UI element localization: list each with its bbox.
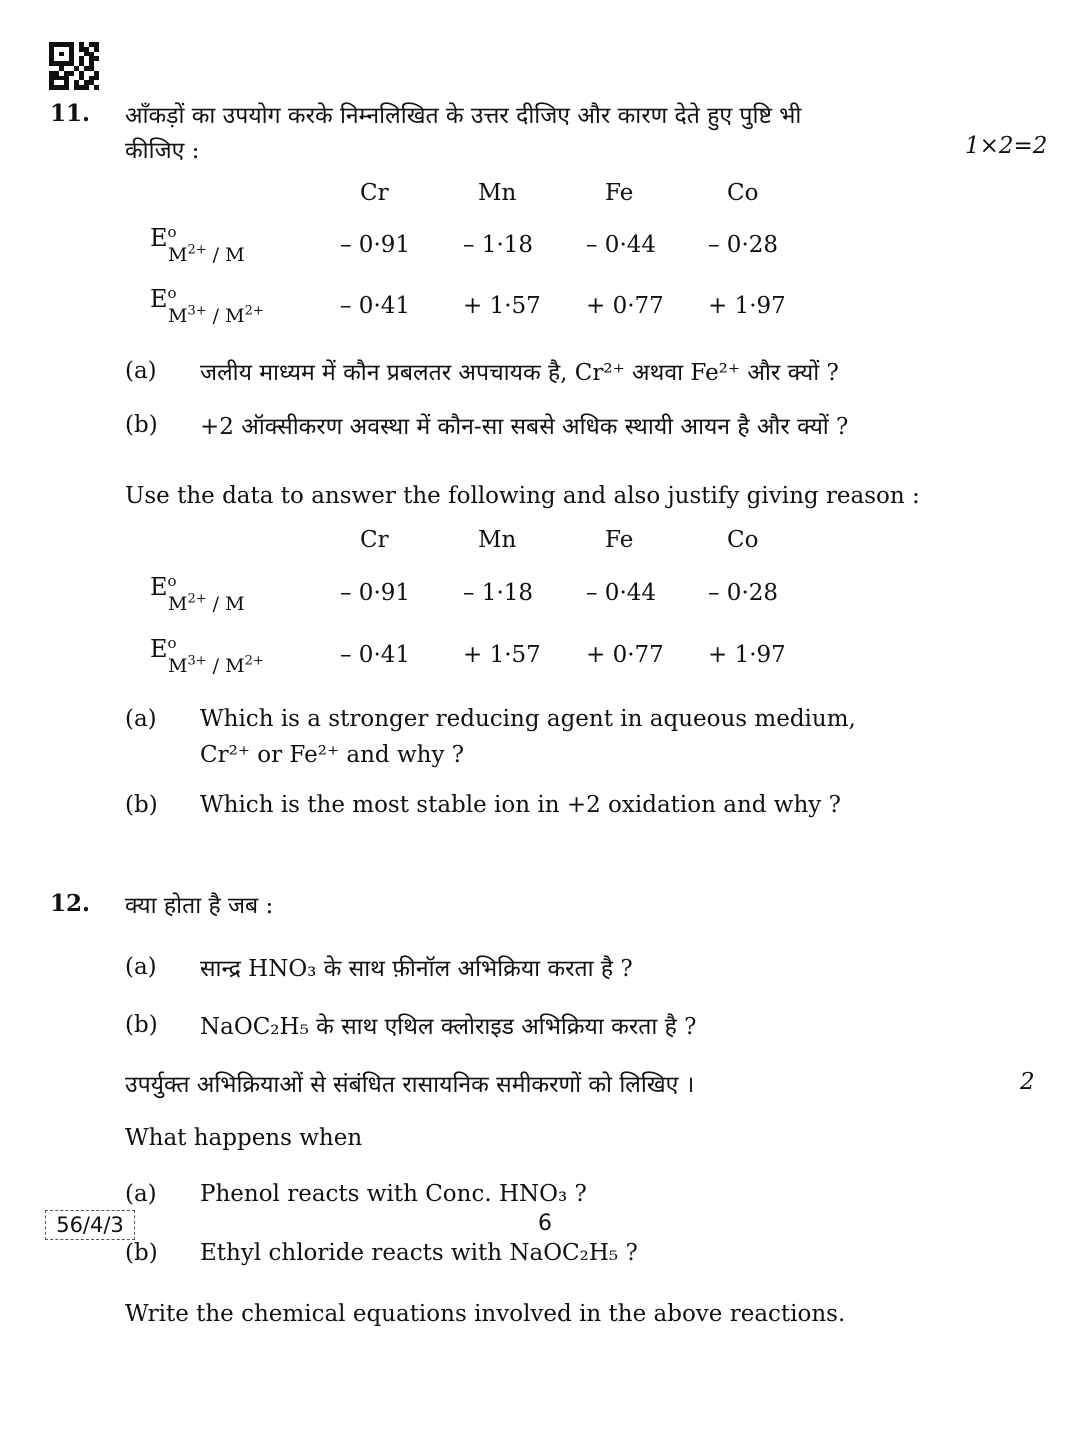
header-fe: Fe: [605, 180, 634, 206]
q11-english-a-label: (a): [125, 706, 157, 732]
q11-marks: 1×2=2: [965, 133, 1048, 159]
header-cr: Cr: [360, 180, 389, 206]
header-cr: Cr: [360, 527, 389, 553]
header-co: Co: [727, 180, 759, 206]
value-co-m3: + 1·97: [708, 293, 786, 319]
q12-hindi-a-text: सान्द्र HNO₃ के साथ फ़ीनॉल अभिक्रिया करता है ?: [200, 956, 633, 982]
value-fe-m3: + 0·77: [586, 642, 664, 668]
value-co-m2: – 0·28: [708, 580, 779, 606]
q12-marks: 2: [1020, 1069, 1035, 1095]
value-mn-m3: + 1·57: [463, 293, 541, 319]
q12-hindi-intro: क्या होता है जब :: [125, 893, 274, 919]
q12-hindi-b-text: NaOC₂H₅ के साथ एथिल क्लोराइड अभिक्रिया करता है ?: [200, 1014, 697, 1040]
header-mn: Mn: [478, 527, 517, 553]
q12-english-outro: Write the chemical equations involved in the above reactions.: [125, 1301, 846, 1327]
q11-hindi-b-label: (b): [125, 412, 158, 438]
q11-english-intro: Use the data to answer the following and also justify giving reason :: [125, 483, 920, 509]
value-cr-m3: – 0·41: [340, 642, 411, 668]
q11-english-a-line2: Cr²⁺ or Fe²⁺ and why ?: [200, 742, 465, 768]
table-row: [0, 580, 1091, 610]
q12-hindi-b-label: (b): [125, 1012, 158, 1038]
value-cr-m2: – 0·91: [340, 580, 411, 606]
table-row: [0, 293, 1091, 323]
e-m3-m2-label: $E^o$ $M^{3+} / M^{2+}$: [150, 284, 264, 327]
header-co: Co: [727, 527, 759, 553]
q12-hindi-a-label: (a): [125, 954, 157, 980]
header-mn: Mn: [478, 180, 517, 206]
q12-english-a-label: (a): [125, 1181, 157, 1207]
q12-english-intro: What happens when: [125, 1125, 363, 1151]
value-cr-m3: – 0·41: [340, 293, 411, 319]
q11-english-a-line1: Which is a stronger reducing agent in aqueous medium,: [200, 706, 856, 732]
table-header-row: [0, 180, 1091, 210]
q12-english-b-label: (b): [125, 1240, 158, 1266]
q11-hindi-intro-line2: कीजिए :: [125, 138, 200, 164]
e-m3-m2-label: $E^o$ $M^{3+} / M^{2+}$: [150, 634, 264, 677]
page-number: 6: [538, 1211, 552, 1236]
value-fe-m3: + 0·77: [586, 293, 664, 319]
question-12-number: 12.: [50, 890, 91, 917]
value-mn-m2: – 1·18: [463, 232, 534, 258]
q11-english-b-label: (b): [125, 792, 158, 818]
q11-hindi-intro-line1: आँकड़ों का उपयोग करके निम्नलिखित के उत्तर दीजिए और कारण देते हुए पुष्टि भी: [125, 103, 802, 129]
value-fe-m2: – 0·44: [586, 580, 657, 606]
qr-code-icon: [49, 42, 99, 90]
q11-hindi-a-text: जलीय माध्यम में कौन प्रबलतर अपचायक है, Cr²⁺ अथवा Fe²⁺ और क्यों ?: [200, 360, 839, 386]
header-fe: Fe: [605, 527, 634, 553]
e-m2-m-label: $E^o$ $M^{2+}$ / M: [150, 223, 245, 266]
value-fe-m2: – 0·44: [586, 232, 657, 258]
q12-hindi-outro: उपर्युक्त अभिक्रियाओं से संबंधित रासायनिक समीकरणों को लिखिए ।: [125, 1072, 695, 1098]
table-row: [0, 232, 1091, 262]
paper-code-box: 56/4/3: [45, 1210, 135, 1240]
table-header-row: [0, 527, 1091, 557]
table-row: [0, 642, 1091, 672]
value-cr-m2: – 0·91: [340, 232, 411, 258]
e-m2-m-label: $E^o$ $M^{2+}$ / M: [150, 572, 245, 615]
value-mn-m3: + 1·57: [463, 642, 541, 668]
q12-english-a-text: Phenol reacts with Conc. HNO₃ ?: [200, 1181, 587, 1207]
q11-hindi-b-text: +2 ऑक्सीकरण अवस्था में कौन-सा सबसे अधिक स्थायी आयन है और क्यों ?: [200, 414, 849, 440]
value-mn-m2: – 1·18: [463, 580, 534, 606]
q11-english-b-text: Which is the most stable ion in +2 oxidation and why ?: [200, 792, 841, 818]
value-co-m3: + 1·97: [708, 642, 786, 668]
q11-hindi-a-label: (a): [125, 358, 157, 384]
q12-english-b-text: Ethyl chloride reacts with NaOC₂H₅ ?: [200, 1240, 638, 1266]
value-co-m2: – 0·28: [708, 232, 779, 258]
question-11-number: 11.: [50, 100, 91, 127]
